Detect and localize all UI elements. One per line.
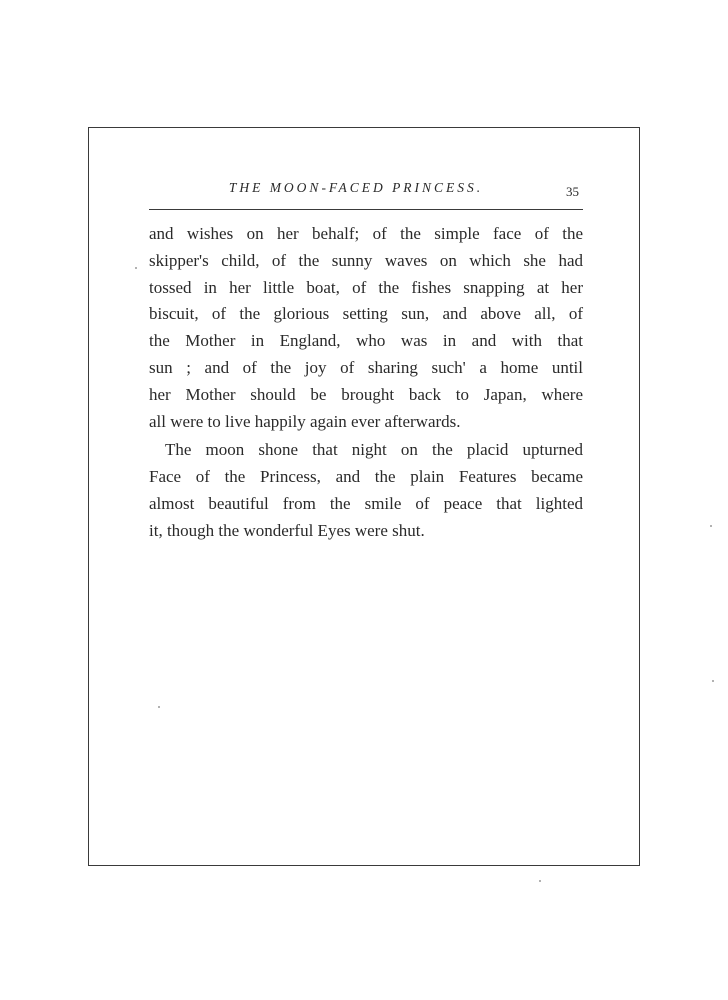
text-line: and wishes on her behalf; of the simple face of the <box>149 224 583 243</box>
text-line: it, though the wonderful Eyes were shut. <box>149 520 425 540</box>
paragraph <box>149 221 583 435</box>
text-line: all were to live happily again ever afterwards. <box>149 411 461 431</box>
text-line: The moon shone that night on the placid upturned <box>165 440 583 460</box>
page-number: 35 <box>566 184 579 199</box>
paragraph <box>149 437 583 544</box>
print-speck <box>710 525 712 527</box>
header-rule <box>149 209 583 210</box>
text-line: the Mother in England, who was in and with that <box>149 331 583 351</box>
running-header <box>0 0 728 210</box>
print-speck <box>158 706 160 708</box>
text-line: skipper's child, of the sunny waves on which she had <box>149 250 583 270</box>
print-speck <box>712 680 714 682</box>
running-title: THE MOON-FACED PRINCESS. <box>228 180 484 195</box>
text-line: tossed in her little boat, of the fishes snapping at her <box>149 277 583 297</box>
text-line: biscuit, of the glorious setting sun, and above all, of <box>149 304 583 324</box>
text-line: sun ; and of the joy of sharing such' a home until <box>149 357 583 377</box>
body-text <box>149 221 583 545</box>
text-line: Face of the Princess, and the plain Features became <box>149 467 583 487</box>
text-line: almost beautiful from the smile of peace that lighted <box>149 493 583 513</box>
text-line: her Mother should be brought back to Japan, where <box>149 384 583 404</box>
print-speck <box>135 267 137 269</box>
print-speck <box>539 880 541 882</box>
